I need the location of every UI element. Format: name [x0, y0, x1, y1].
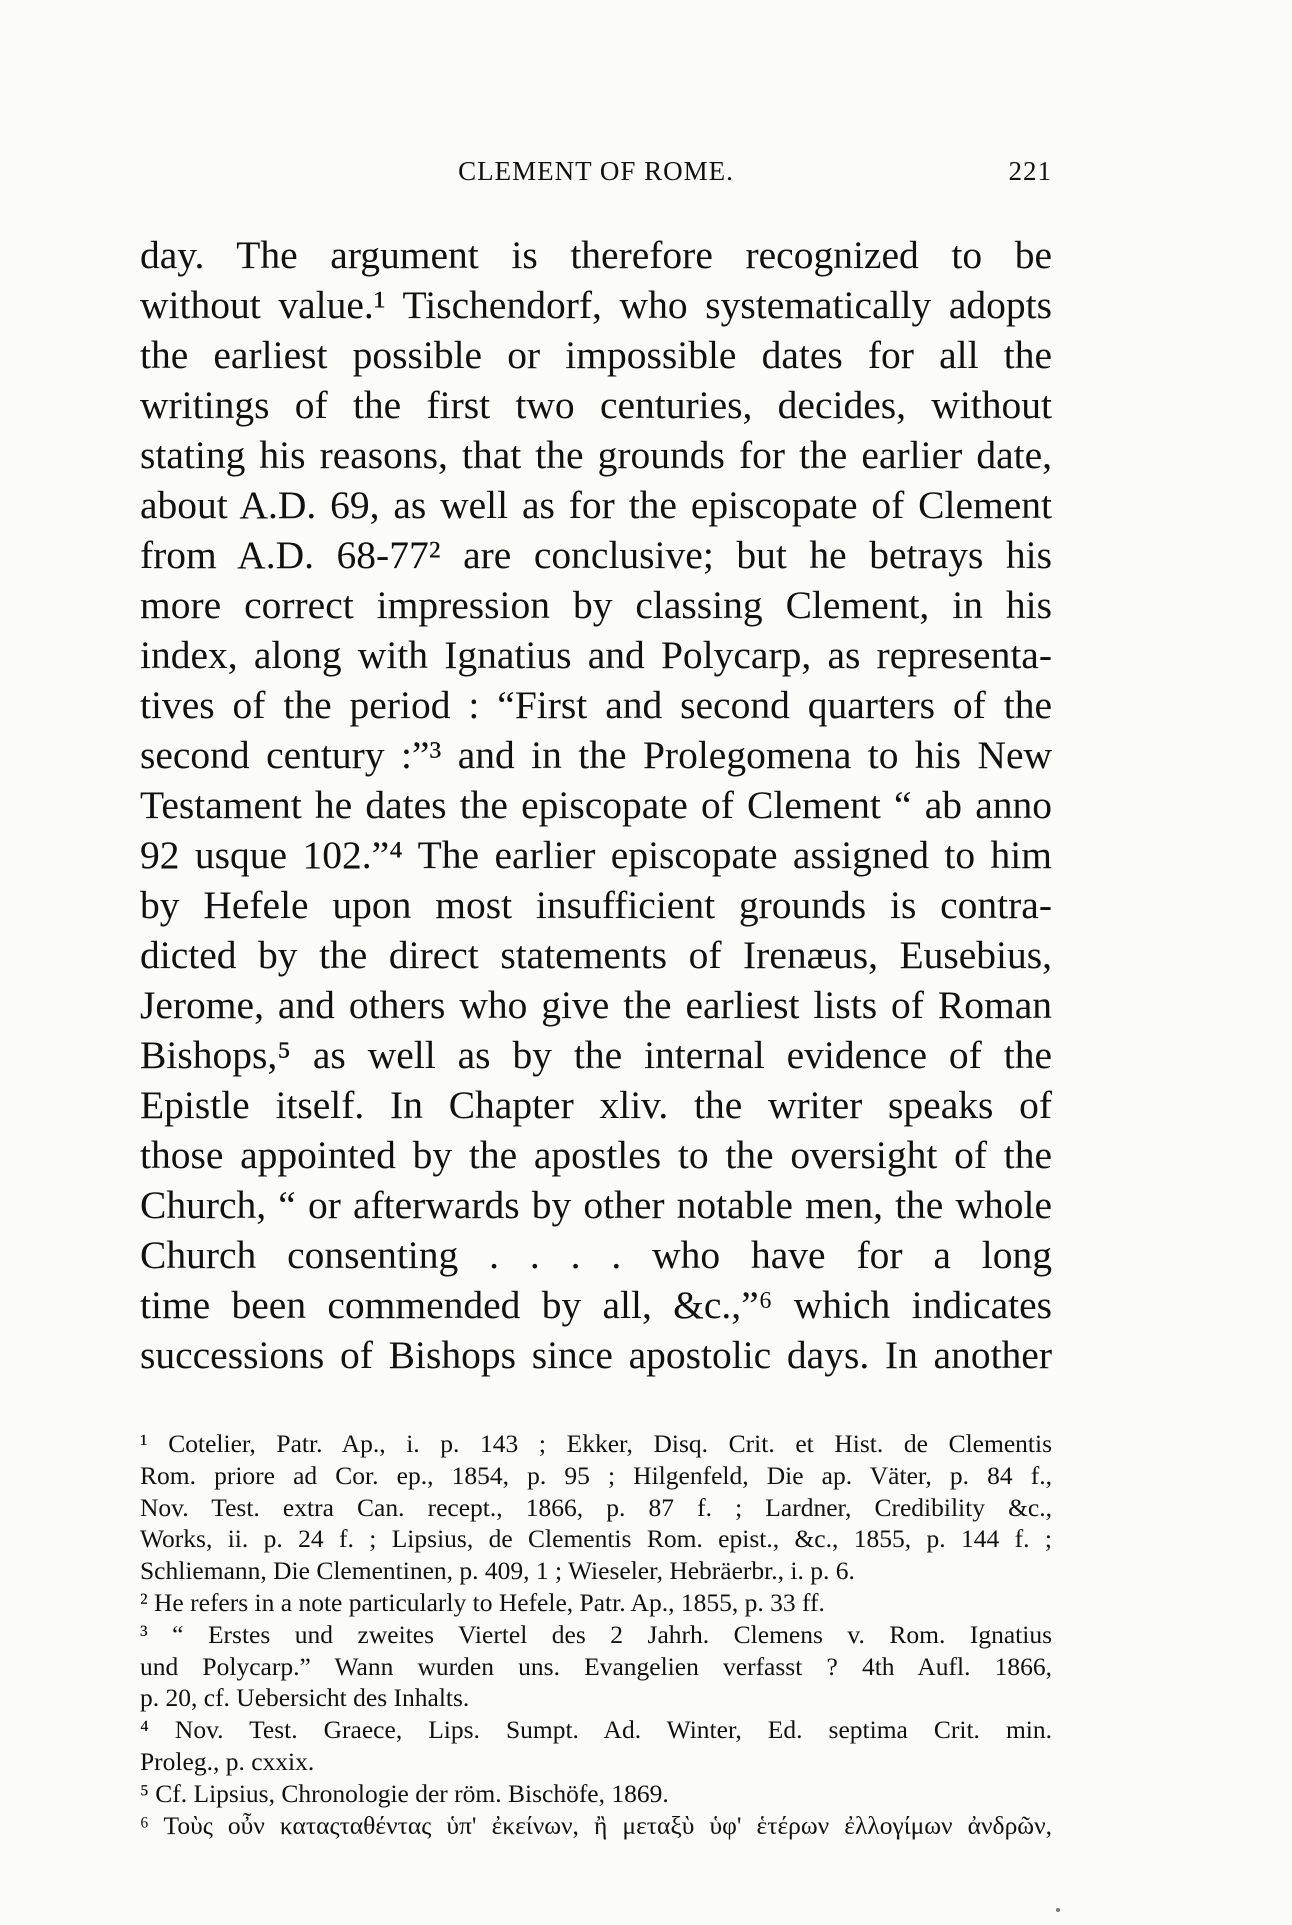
footnote-line: Proleg., p. cxxix. [140, 1746, 315, 1776]
running-title: CLEMENT OF ROME. [458, 156, 734, 186]
text-line: time been commended by all, &c.,”⁶ which indicates [140, 1283, 1052, 1327]
text-line: writings of the first two centuries, decides, without [140, 383, 1052, 427]
text-line: the earliest possible or impossible dates for all the [140, 333, 1052, 377]
text-line: Epistle itself. In Chapter xliv. the writer speaks of [140, 1083, 1052, 1127]
footnote-line: Nov. Test. extra Can. recept., 1866, p. 87 f. ; Lardner, Credibility &c., [140, 1492, 1052, 1522]
footnote-line: Rom. priore ad Cor. ep., 1854, p. 95 ; Hilgenfeld, Die ap. Väter, p. 84 f., [140, 1460, 1052, 1490]
text-line: 92 usque 102.”⁴ The earlier episcopate assigned to him [140, 833, 1052, 877]
text-line: second century :”³ and in the Prolegomena to his New [140, 733, 1052, 777]
text-line: Bishops,⁵ as well as by the internal evidence of the [140, 1033, 1052, 1077]
text-line: those appointed by the apostles to the oversight of the [140, 1133, 1052, 1177]
text-line: successions of Bishops since apostolic days. In another [140, 1333, 1052, 1377]
text-line: Jerome, and others who give the earliest lists of Roman [140, 983, 1052, 1027]
text-line: dicted by the direct statements of Irenæus, Eusebius, [140, 933, 1052, 977]
footnote-line: und Polycarp.” Wann wurden uns. Evangelien verfasst ? 4th Aufl. 1866, [140, 1651, 1052, 1681]
text-line: stating his reasons, that the grounds for the earlier date, [140, 433, 1052, 477]
ink-speck [1056, 1908, 1060, 1912]
text-line: by Hefele upon most insufficient grounds is contra- [140, 883, 1052, 927]
text-line: more correct impression by classing Clement, in his [140, 583, 1052, 627]
main-text [140, 230, 1052, 1380]
footnote-line: p. 20, cf. Uebersicht des Inhalts. [140, 1683, 470, 1713]
text-line: Testament he dates the episcopate of Clement “ ab anno [140, 783, 1052, 827]
text-line: Church, “ or afterwards by other notable men, the whole [140, 1183, 1052, 1227]
page-header [140, 150, 1052, 200]
text-line: tives of the period : “First and second quarters of the [140, 683, 1052, 727]
footnotes [140, 1428, 1052, 1841]
text-line: from A.D. 68-77² are conclusive; but he betrays his [140, 533, 1052, 577]
footnote-line: ⁶ Τοὺς οὖν καταςταθέντας ὑπ' ἐκείνων, ἢ μεταξὺ ὑφ' ἑτέρων ἐλλογίμων ἀνδρῶν, [140, 1810, 1052, 1840]
text-line: index, along with Ignatius and Polycarp, as representa- [140, 633, 1052, 677]
footnote-line: ⁴ Nov. Test. Graece, Lips. Sumpt. Ad. Winter, Ed. septima Crit. min. [140, 1715, 1052, 1745]
footnote-line: ² He refers in a note particularly to Hefele, Patr. Ap., 1855, p. 33 ff. [140, 1587, 825, 1617]
footnote-line: Works, ii. p. 24 f. ; Lipsius, de Clementis Rom. epist., &c., 1855, p. 144 f. ; [140, 1524, 1052, 1554]
footnote-line: ³ “ Erstes und zweites Viertel des 2 Jahrh. Clemens v. Rom. Ignatius [140, 1619, 1052, 1649]
footnote-line: ⁵ Cf. Lipsius, Chronologie der röm. Bischöfe, 1869. [140, 1778, 669, 1808]
text-line: day. The argument is therefore recognized to be [140, 233, 1052, 277]
text-line: about A.D. 69, as well as for the episcopate of Clement [140, 483, 1052, 527]
text-line: without value.¹ Tischendorf, who systematically adopts [140, 283, 1052, 327]
page-number: 221 [1008, 156, 1052, 186]
footnote-line: Schliemann, Die Clementinen, p. 409, 1 ; Wieseler, Hebräerbr., i. p. 6. [140, 1556, 855, 1586]
text-line: Church consenting . . . . who have for a long [140, 1233, 1052, 1277]
footnote-line: ¹ Cotelier, Patr. Ap., i. p. 143 ; Ekker, Disq. Crit. et Hist. de Clementis [140, 1429, 1052, 1458]
